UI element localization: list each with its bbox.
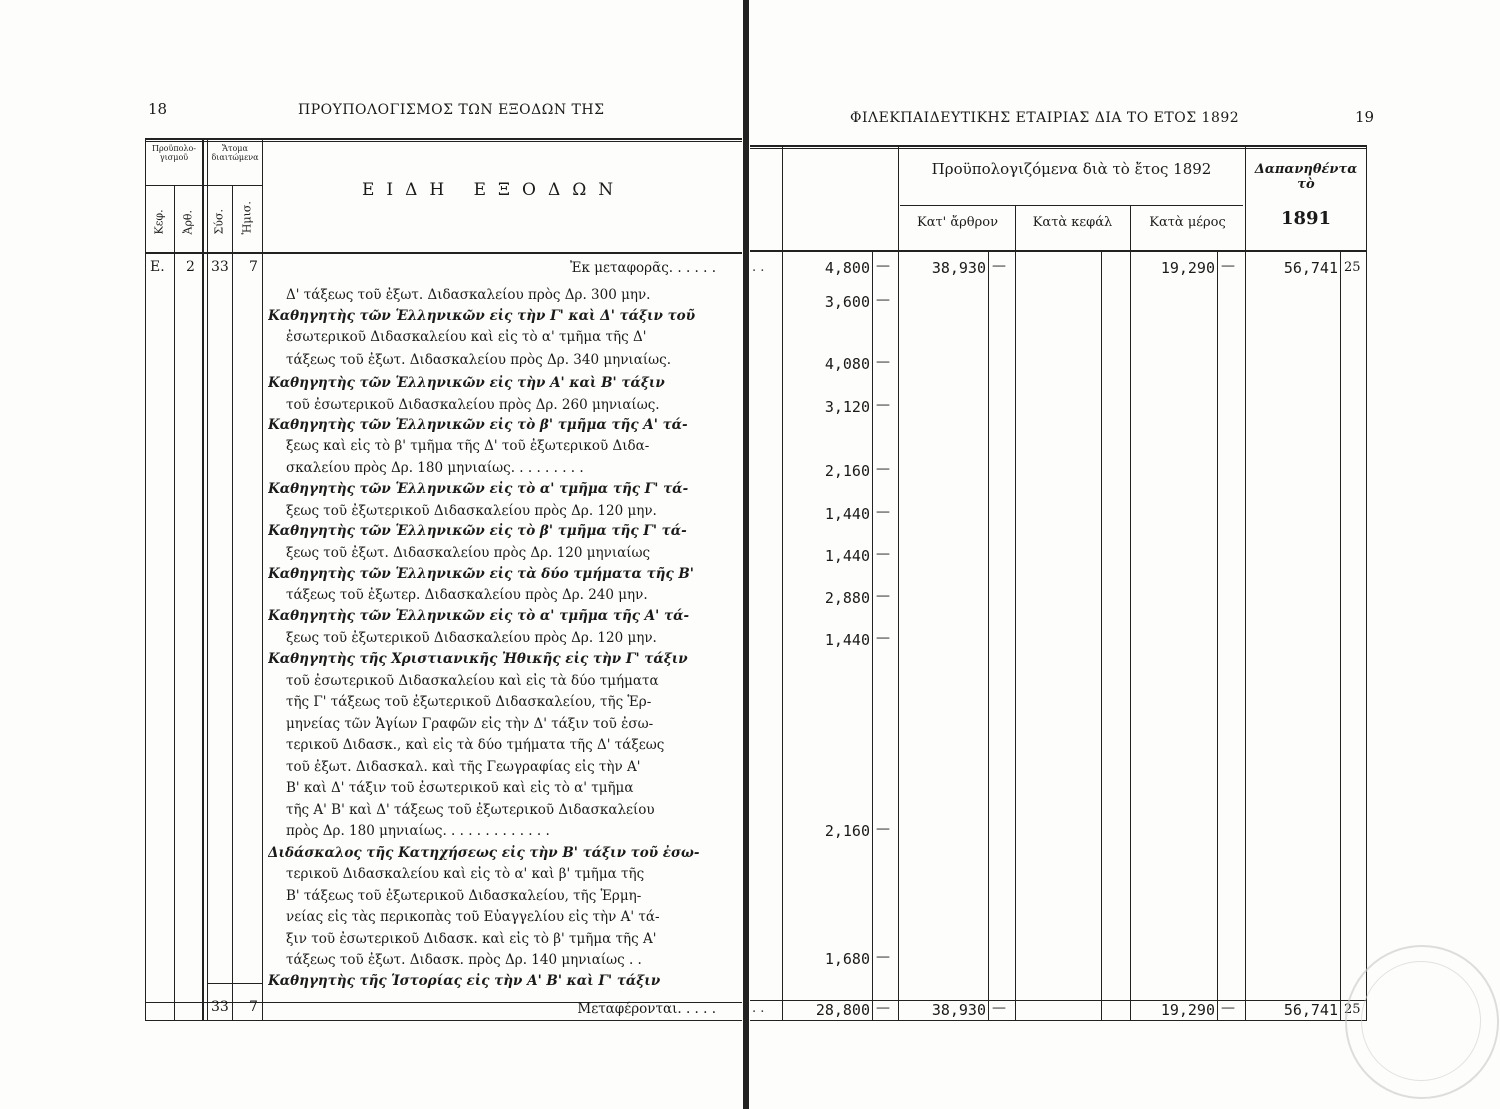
- total-spent-cents-cell: 25: [1344, 1002, 1361, 1017]
- total-amount-cell: 28,800: [815, 1001, 870, 1019]
- body-line: τοῦ ἐξωτ. Διδασκαλ. καὶ τῆς Γεωγραφίας εἰς τὴν Α': [286, 759, 641, 775]
- col-line: [202, 140, 204, 1020]
- col-line: [1101, 250, 1102, 1020]
- row-arth: 2: [186, 259, 195, 275]
- body-line: Β' καὶ Δ' τάξιν τοῦ ἐσωτερικοῦ καὶ εἰς τὸ α' τμῆμα: [286, 780, 634, 796]
- carried-forward-label: Ἐκ μεταφορᾶς. . . . . .: [570, 260, 716, 276]
- dash: —: [876, 504, 890, 520]
- spent-cents-cell: 25: [1344, 260, 1361, 275]
- body-line: τάξεως τοῦ ἐξωτ. Διδασκ. πρὸς Δρ. 140 μηνιαίως . .: [286, 952, 642, 968]
- body-line: Καθηγητὴς τῶν Ἑλληνικῶν εἰς τὸ α' τμῆμα τῆς Γ' τά-: [268, 481, 689, 497]
- col-syss-label: Σύσ.: [212, 209, 226, 235]
- total-syss: 33: [211, 999, 229, 1015]
- dash: —: [876, 292, 890, 308]
- body-line: τῆς Γ' τάξεως τοῦ ἐξωτερικοῦ Διδασκαλείου, τῆς Ἑρ-: [286, 694, 652, 710]
- top-rule-left-thin: [145, 141, 742, 142]
- col-line: [262, 140, 263, 1020]
- body-line: τάξεως τοῦ ἐξωτ. Διδασκαλείου πρὸς Δρ. 340 μηνιαίως.: [286, 352, 671, 368]
- amount-cell: 1,440: [824, 505, 870, 523]
- amount-cell: 1,440: [824, 547, 870, 565]
- per-article-cell: 38,930: [931, 259, 986, 277]
- budget-group-label: Προϋπολο-γισμοῦ: [151, 144, 197, 162]
- header-rule-left: [145, 252, 742, 254]
- library-stamp-inner-ring: [1361, 961, 1481, 1081]
- col-line: [1245, 147, 1246, 1020]
- body-line: ξεως τοῦ ἐξωτ. Διδασκαλείου πρὸς Δρ. 120 μηνιαίως: [286, 545, 651, 561]
- amount-cell: 2,160: [824, 822, 870, 840]
- body-line: τοῦ ἐσωτερικοῦ Διδασκαλείου πρὸς Δρ. 260 μηνιαίως.: [286, 397, 660, 413]
- dash: —: [992, 258, 1006, 274]
- body-line: τερικοῦ Διδασκαλείου καὶ εἰς τὸ α' καὶ β' τμῆμα τῆς: [286, 866, 645, 882]
- body-line: Καθηγητὴς τῶν Ἑλληνικῶν εἰς τὴν Γ' καὶ Δ' τάξιν τοῦ: [268, 308, 696, 324]
- col-line: [872, 250, 873, 1020]
- body-line: Καθηγητὴς τῶν Ἑλληνικῶν εἰς τὸ α' τμῆμα τῆς Α' τά-: [268, 608, 690, 624]
- body-line: Διδάσκαλος τῆς Κατηχήσεως εἰς τὴν Β' τάξιν τοῦ ἐσω-: [268, 845, 700, 861]
- dash: —: [876, 1000, 890, 1016]
- body-line: νείας εἰς τὰς περικοπὰς τοῦ Εὐαγγελίου εἰς τὴν Α' τά-: [286, 909, 660, 925]
- amount-cell: 3,600: [824, 293, 870, 311]
- col-line: [1340, 250, 1341, 1020]
- spent-cell: 56,741: [1283, 259, 1338, 277]
- top-rule-right: [750, 145, 1367, 147]
- total-per-part-cell: 19,290: [1160, 1001, 1215, 1019]
- left-page-number: 18: [148, 100, 168, 118]
- dash: —: [876, 546, 890, 562]
- per-part-cell: 19,290: [1160, 259, 1215, 277]
- col-line: [1217, 250, 1218, 1020]
- dash: —: [876, 949, 890, 965]
- left-running-head: ΠΡΟΥΠΟΛΟΓΙΣΜΟΣ ΤΩΝ ΕΞΟΔΩΝ ΤΗΣ: [298, 102, 605, 118]
- subheader-rule: [145, 185, 262, 186]
- dash: —: [876, 258, 890, 274]
- col-line: [1015, 205, 1016, 1020]
- bottom-rule-left: [145, 1020, 742, 1021]
- body-line: τοῦ ἐσωτερικοῦ Διδασκαλείου καὶ εἰς τὰ δύο τμήματα: [286, 673, 659, 689]
- col-line: [782, 147, 783, 1020]
- library-stamp: [1345, 945, 1499, 1099]
- col-line: [898, 147, 899, 1020]
- dash: —: [876, 588, 890, 604]
- body-line: Καθηγητὴς τῶν Ἑλληνικῶν εἰς τὸ β' τμῆμα τῆς Α' τά-: [268, 417, 688, 433]
- col-line: [1366, 147, 1367, 1020]
- body-line: Καθηγητὴς τῶν Ἑλληνικῶν εἰς τὸ β' τμῆμα τῆς Γ' τά-: [268, 523, 687, 539]
- amount-cell: 4,080: [824, 355, 870, 373]
- col-line: [174, 185, 175, 1020]
- body-line: ἐσωτερικοῦ Διδασκαλείου καὶ εἰς τὸ α' τμῆμα τῆς Δ': [286, 329, 647, 345]
- body-line: ξεως τοῦ ἐξωτερικοῦ Διδασκαλείου πρὸς Δρ. 120 μην.: [286, 630, 657, 646]
- spent-label: Δαπανηθέντα τὸ: [1254, 162, 1358, 192]
- body-line: Καθηγητὴς τῆς Ἱστορίας εἰς τὴν Α' Β' καὶ Γ' τάξιν: [268, 973, 661, 989]
- col-per-chapter-label: Κατὰ κεφάλ: [1032, 215, 1113, 230]
- row-hmis: 7: [249, 259, 258, 275]
- table-title: ΕΙΔΗ ΕΞΟΔΩΝ: [362, 180, 626, 200]
- amount-cell: 2,160: [824, 462, 870, 480]
- body-line: σκαλείου πρὸς Δρ. 180 μηνιαίως. . . . . . . . .: [286, 460, 584, 476]
- body-line: τῆς Α' Β' καὶ Δ' τάξεως τοῦ ἐξωτερικοῦ Διδασκαλείου: [286, 802, 655, 818]
- header-rule-right: [750, 250, 1367, 252]
- dash: —: [992, 1000, 1006, 1016]
- body-line: Δ' τάξεως τοῦ ἐξωτ. Διδασκαλείου πρὸς Δρ. 300 μην.: [286, 287, 651, 303]
- amount-cell: 4,800: [824, 259, 870, 277]
- col-per-part-label: Κατὰ μέρος: [1149, 215, 1226, 230]
- bottom-rule-right: [750, 1020, 1367, 1021]
- persons-group-label: Ἄτομα διαιτώμενα: [211, 144, 259, 162]
- dash: —: [876, 354, 890, 370]
- col-arth-label: Ἀρθ.: [181, 209, 195, 235]
- leader-dots: . .: [752, 1001, 765, 1016]
- col-line: [988, 250, 989, 1020]
- body-line: μηνείας τῶν Ἁγίων Γραφῶν εἰς τὴν Δ' τάξιν τοῦ ἐσω-: [286, 716, 654, 732]
- total-spent-cell: 56,741: [1283, 1001, 1338, 1019]
- amount-cell: 1,440: [824, 631, 870, 649]
- row-kef: Ε.: [150, 259, 165, 275]
- dash: —: [876, 461, 890, 477]
- col-line: [232, 185, 233, 1020]
- body-line: Β' τάξεως τοῦ ἐξωτερικοῦ Διδασκαλείου, τῆς Ἑρμη-: [286, 888, 642, 904]
- body-line: πρὸς Δρ. 180 μηνιαίως. . . . . . . . . . . . .: [286, 823, 550, 839]
- amount-cell: 3,120: [824, 398, 870, 416]
- dash: —: [1221, 1000, 1235, 1016]
- col-hmis-label: Ἡμισ.: [240, 201, 254, 235]
- col-line: [1130, 205, 1131, 1020]
- projected-group-label: Προϋπολογιζόμενα διὰ τὸ ἔτος 1892: [931, 160, 1212, 178]
- leader-dots: . .: [752, 260, 765, 275]
- body-line: τερικοῦ Διδασκ., καὶ εἰς τὰ δύο τμήματα τῆς Δ' τάξεως: [286, 737, 665, 753]
- col-line: [145, 140, 146, 1020]
- col-line: [207, 140, 208, 1020]
- body-line: τάξεως τοῦ ἐξωτερ. Διδασκαλείου πρὸς Δρ. 240 μην.: [286, 587, 648, 603]
- total-hmis: 7: [249, 999, 258, 1015]
- top-rule-left: [145, 138, 742, 140]
- body-line: Καθηγητὴς τῶν Ἑλληνικῶν εἰς τὴν Α' καὶ Β' τάξιν: [268, 375, 665, 391]
- amount-cell: 2,880: [824, 589, 870, 607]
- total-per-article-cell: 38,930: [931, 1001, 986, 1019]
- subtotal-rule: [207, 983, 262, 984]
- col-per-article-label: Κατ' ἄρθρον: [916, 215, 998, 230]
- col-kef-label: Κεφ.: [152, 209, 166, 235]
- amount-cell: 1,680: [824, 950, 870, 968]
- dash: —: [876, 821, 890, 837]
- subheader-rule: [900, 205, 1243, 206]
- right-running-head: ΦΙΛΕΚΠΑΙΔΕΥΤΙΚΗΣ ΕΤΑΙΡΙΑΣ ΔΙΑ ΤΟ ΕΤΟΣ 1892: [850, 110, 1240, 126]
- dash: —: [1221, 258, 1235, 274]
- body-line: ξεως καὶ εἰς τὸ β' τμῆμα τῆς Δ' τοῦ ἐξωτερικοῦ Διδα-: [286, 438, 650, 454]
- spent-year: 1891: [1280, 208, 1332, 229]
- top-rule-right-thin: [750, 148, 1367, 149]
- carried-over-label: Μεταφέρονται. . . . .: [577, 1001, 716, 1017]
- body-line: ξεως τοῦ ἐξωτερικοῦ Διδασκαλείου πρὸς Δρ. 120 μην.: [286, 503, 657, 519]
- dash: —: [876, 630, 890, 646]
- body-line: Καθηγητὴς τῶν Ἑλληνικῶν εἰς τὰ δύο τμήματα τῆς Β': [268, 566, 694, 582]
- row-syss: 33: [211, 259, 229, 275]
- body-line: Καθηγητὴς τῆς Χριστιανικῆς Ἠθικῆς εἰς τὴν Γ' τάξιν: [268, 651, 688, 667]
- body-line: ξιν τοῦ ἐσωτερικοῦ Διδασκ. καὶ εἰς τὸ β' τμῆμα τῆς Α': [286, 931, 657, 947]
- dash: —: [876, 397, 890, 413]
- right-page-number: 19: [1355, 108, 1375, 126]
